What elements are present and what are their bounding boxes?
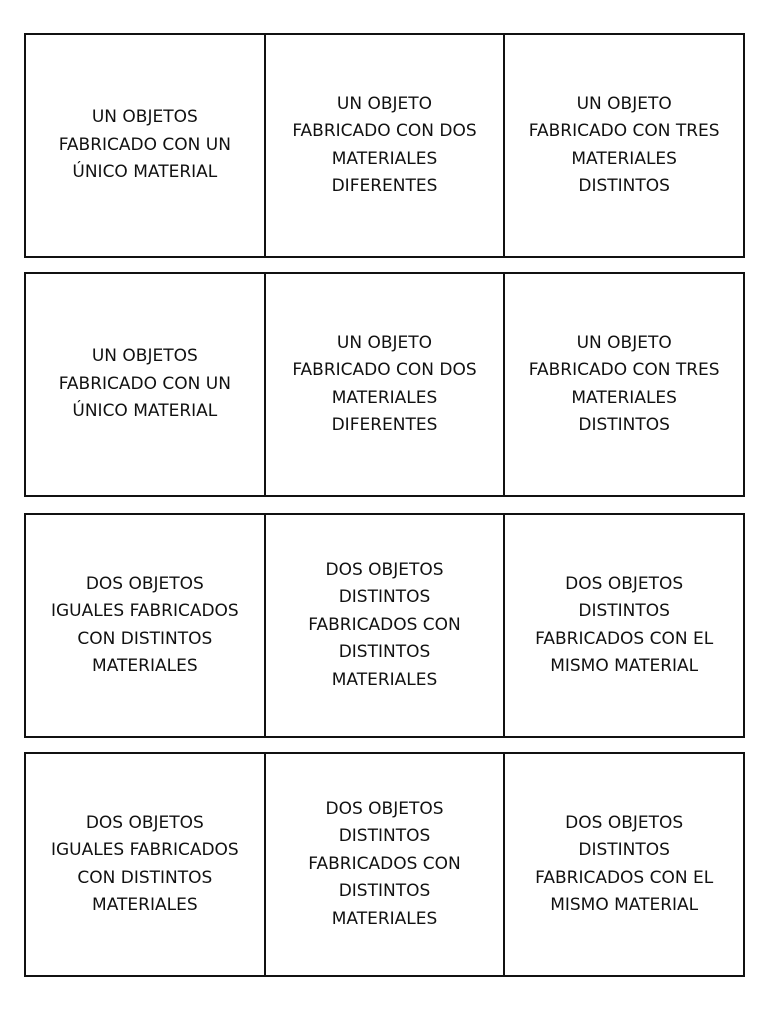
card <box>264 35 504 256</box>
card-text: UN OBJETOS FABRICADO CON UN ÚNICO MATERIAL <box>58 107 231 183</box>
card <box>26 274 264 495</box>
card <box>264 274 504 495</box>
card-text: DOS OBJETOS DISTINTOS FABRICADOS CON DISTINTOS MATERIALES <box>308 798 461 929</box>
card <box>264 515 504 736</box>
card-text: UN OBJETO FABRICADO CON DOS MATERIALES DIFERENTES <box>292 93 477 196</box>
card <box>26 35 264 256</box>
card-text: DOS OBJETOS IGUALES FABRICADOS CON DISTINTOS MATERIALES <box>50 573 239 676</box>
card-row <box>24 752 745 977</box>
card <box>503 35 743 256</box>
card-row <box>24 33 745 258</box>
card <box>264 754 504 975</box>
card-text: DOS OBJETOS IGUALES FABRICADOS CON DISTINTOS MATERIALES <box>50 812 239 915</box>
card-row <box>24 513 745 738</box>
card <box>503 274 743 495</box>
card-text: UN OBJETOS FABRICADO CON UN ÚNICO MATERIAL <box>58 346 231 422</box>
card <box>26 754 264 975</box>
card-text: UN OBJETO FABRICADO CON TRES MATERIALES DISTINTOS <box>528 93 720 196</box>
card-text: DOS OBJETOS DISTINTOS FABRICADOS CON EL MISMO MATERIAL <box>535 573 714 676</box>
card <box>503 754 743 975</box>
card-text: UN OBJETO FABRICADO CON TRES MATERIALES DISTINTOS <box>528 332 720 435</box>
card-text: DOS OBJETOS DISTINTOS FABRICADOS CON EL MISMO MATERIAL <box>535 812 714 915</box>
card-row <box>24 272 745 497</box>
card-text: UN OBJETO FABRICADO CON DOS MATERIALES DIFERENTES <box>292 332 477 435</box>
card-text: DOS OBJETOS DISTINTOS FABRICADOS CON DISTINTOS MATERIALES <box>308 559 461 690</box>
card <box>26 515 264 736</box>
card <box>503 515 743 736</box>
